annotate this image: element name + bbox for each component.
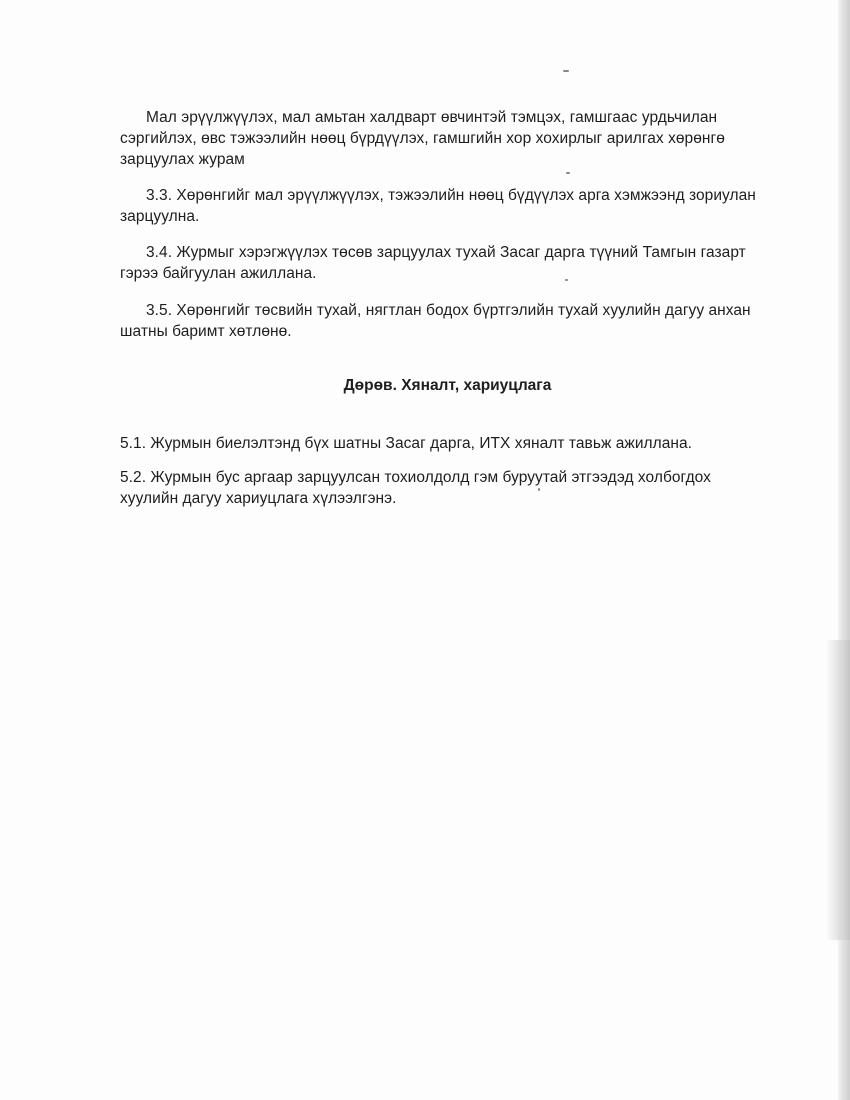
- paragraph-intro-text: Мал эрүүлжүүлэх, мал амьтан халдварт өвчинтэй тэмцэх, гамшгаас урдьчилан сэргийлэх, өвс тэжээлийн нөөц бүрдүүлэх, гамшгийн хор хохирлыг арилгах хөрөнгө зарцуулах журам: [120, 109, 725, 168]
- section-heading: Дөрөв. Хяналт, хариуцлага: [343, 377, 552, 394]
- paragraph-3-5-text: 3.5. Хөрөнгийг төсвийн тухай, нягтлан бодох бүртгэлийн тухай хуулийн дагуу анхан шатны баримт хөтлөнө.: [120, 302, 751, 340]
- paragraph-intro: [120, 107, 760, 170]
- paragraph-5-2-text: 5.2. Журмын бус аргаар зарцуулсан тохиолдолд гэм буруутай этгээдэд холбогдох хуулийн дагуу хариуцлага хүлээлгэнэ.: [120, 469, 711, 507]
- paragraph-5-1: [120, 433, 760, 454]
- paragraph-3-3: [120, 185, 760, 227]
- paragraph-5-2: [120, 467, 760, 509]
- paragraph-3-3-text: 3.3. Хөрөнгийг мал эрүүлжүүлэх, тэжээлийн нөөц бүдүүлэх арга хэмжээнд зориулан зарцуулна.: [120, 187, 756, 225]
- paragraph-5-1-text: 5.1. Журмын биелэлтэнд бүх шатны Засаг дарга, ИТХ хяналт тавьж ажиллана.: [120, 435, 693, 452]
- paragraph-3-4: [120, 242, 760, 284]
- paragraph-3-4-text: 3.4. Журмыг хэрэгжүүлэх төсөв зарцуулах тухай Засаг дарга түүний Тамгын газарт гэрээ байгуулан ажиллана.: [120, 244, 746, 282]
- scan-shadow: [826, 640, 850, 940]
- paragraph-3-5: [120, 300, 760, 342]
- scan-speck: [566, 172, 570, 174]
- scan-speck: [563, 70, 569, 72]
